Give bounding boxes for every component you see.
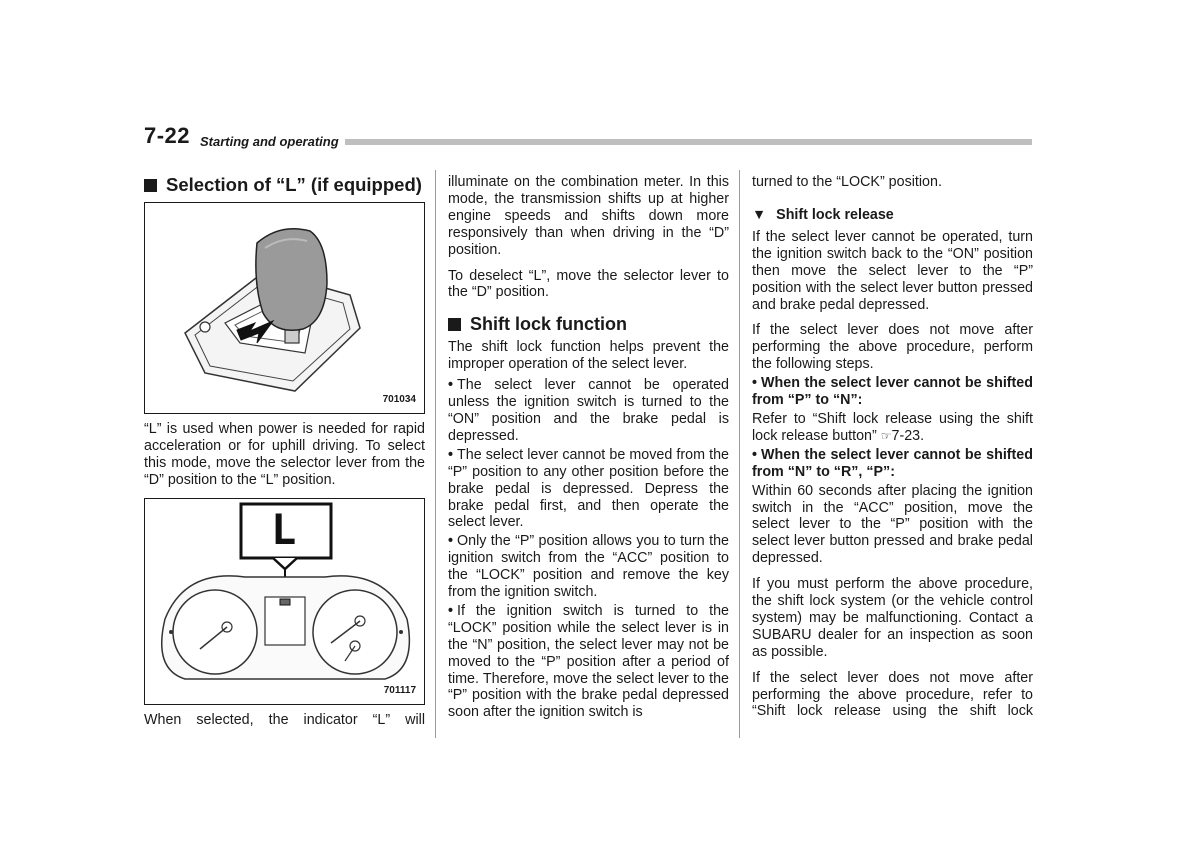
section-heading-l-selection — [144, 174, 425, 196]
figure-code: 701034 — [382, 394, 416, 405]
column-1 — [144, 174, 425, 738]
bullet-item: • If the ignition switch is turned to the “LOCK” position while the select lever is in the “N” position, the select lever may not be moved to the “P” position after a period of time. Therefore, move the select lever to the “P” position with the brake pedal depressed soon after the ignition switch is — [448, 602, 729, 721]
header-rule — [345, 139, 1032, 145]
paragraph-lock-position: turned to the “LOCK” position. — [752, 174, 942, 190]
paragraph-illuminate: illuminate on the combination meter. In this mode, the transmission shifts up at higher engine speeds and shifts down more responsively than when driving in the “D” position. — [448, 174, 729, 258]
column-3 — [752, 174, 1033, 729]
paragraph-indicator: When selected, the indicator “L” will — [144, 711, 425, 728]
column-2 — [448, 174, 729, 723]
column-divider-1 — [435, 170, 436, 738]
column-divider-2 — [739, 170, 740, 738]
bullet-dot-icon: • — [752, 375, 758, 392]
case-title-p-to-n: • When the select lever cannot be shifted from “P” to “N”: — [752, 375, 1033, 409]
paragraph-l-usage: “L” is used when power is needed for rapid acceleration or for uphill driving. To select this mode, move the selector lever from the “D” position to the “L” position. — [144, 421, 425, 488]
l-indicator-glyph: L — [271, 504, 297, 554]
paragraph-deselect: To deselect “L”, move the selector lever to the “D” position. — [448, 267, 729, 301]
paragraph-refer-release: If the select lever does not move after performing the above procedure, refer to “Shift lock release using the shift lock — [752, 669, 1033, 720]
section-square-icon — [448, 318, 461, 331]
paragraph-malfunction: If you must perform the above procedure, the shift lock system (or the vehicle control system) may be malfunctioning. Contact a SUBARU dealer for an inspection as soon as possible. — [752, 576, 1033, 660]
section-heading-shift-lock — [448, 314, 729, 335]
case-text-p-to-n: Refer to “Shift lock release using the shift lock release button” ☞7-23. — [752, 410, 1033, 444]
section-heading-text: Selection of “L” (if equipped) — [166, 174, 422, 195]
select-lever-illustration — [145, 203, 424, 413]
case-text-n-to-r-p: Within 60 seconds after placing the ignition switch in the “ACC” position, move the select lever to the “P” position with the select lever button pressed and brake pedal depressed. — [752, 482, 1033, 567]
section-square-icon — [144, 179, 157, 192]
figure-code: 701117 — [383, 684, 416, 696]
page-reference-icon: ☞ — [880, 428, 892, 443]
paragraph-if-not-move: If the select lever does not move after performing the above procedure, perform the following steps. — [752, 322, 1033, 373]
figure-select-lever — [144, 202, 425, 414]
page-number: 7-22 — [144, 123, 191, 148]
bullet-dot-icon: • — [752, 446, 758, 463]
bullet-dot-icon: • — [448, 602, 454, 619]
triangle-down-icon: ▼ — [752, 206, 767, 223]
bullet-dot-icon: • — [448, 446, 454, 463]
bullet-item: • Only the “P” position allows you to turn the ignition switch from the “ACC” position to the “LOCK” position and remove the key from the ignition switch. — [448, 533, 729, 601]
paragraph-shift-lock-intro: The shift lock function helps prevent the improper operation of the select lever. — [448, 339, 729, 373]
bullet-item: • The select lever cannot be operated unless the ignition switch is turned to the “ON” position and the brake pedal is depressed. — [448, 377, 729, 444]
bullet-dot-icon: • — [448, 377, 454, 394]
section-title: Starting and operating — [200, 134, 339, 149]
bullet-dot-icon: • — [448, 533, 454, 550]
section-heading-text: Shift lock function — [470, 314, 627, 335]
subheading-shift-lock-release: ▼ Shift lock release — [752, 206, 894, 223]
figure-combination-meter — [144, 498, 425, 705]
paragraph-release-steps: If the select lever cannot be operated, turn the ignition switch back to the “ON” position then move the select lever to the “P” position with the select lever button pressed and brake pedal depressed. — [752, 228, 1033, 313]
bullet-item: • The select lever cannot be moved from the “P” position to any other position before the brake pedal is depressed. Depress the brake pedal first, and then operate the select lever. — [448, 446, 729, 531]
case-title-n-to-r-p: • When the select lever cannot be shifted from “N” to “R”, “P”: — [752, 446, 1033, 480]
